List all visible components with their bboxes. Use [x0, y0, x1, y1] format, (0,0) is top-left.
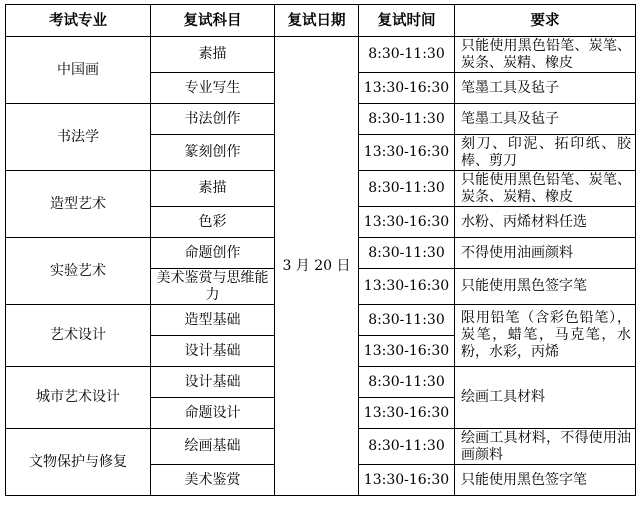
major-cell: 中国画 [6, 37, 151, 104]
header-major: 考试专业 [6, 5, 151, 37]
subject-cell: 篆刻创作 [151, 135, 275, 171]
major-cell: 书法学 [6, 104, 151, 171]
time-cell: 13:30-16:30 [359, 269, 455, 305]
header-time: 复试时间 [359, 5, 455, 37]
subject-cell: 命题创作 [151, 238, 275, 269]
time-cell: 13:30-16:30 [359, 465, 455, 496]
subject-cell: 色彩 [151, 207, 275, 238]
exam-schedule-table [5, 4, 636, 496]
time-cell: 8:30-11:30 [359, 238, 455, 269]
requirement-cell: 绘画工具材料，不得使用油画颜料 [455, 429, 636, 465]
major-cell: 艺术设计 [6, 305, 151, 367]
subject-cell: 美术鉴赏与思维能力 [151, 269, 275, 305]
time-cell: 8:30-11:30 [359, 104, 455, 135]
time-cell: 13:30-16:30 [359, 135, 455, 171]
time-cell: 8:30-11:30 [359, 171, 455, 207]
major-cell: 城市艺术设计 [6, 367, 151, 429]
requirement-cell: 笔墨工具及毡子 [455, 104, 636, 135]
major-cell: 文物保护与修复 [6, 429, 151, 496]
requirement-cell: 只能使用黑色铅笔、炭笔、炭条、炭精、橡皮 [455, 171, 636, 207]
requirement-cell: 笔墨工具及毡子 [455, 73, 636, 104]
requirement-cell: 不得使用油画颜料 [455, 238, 636, 269]
time-cell: 13:30-16:30 [359, 73, 455, 104]
time-cell: 8:30-11:30 [359, 37, 455, 73]
major-cell: 造型艺术 [6, 171, 151, 238]
subject-cell: 造型基础 [151, 305, 275, 336]
requirement-cell: 水粉、丙烯材料任选 [455, 207, 636, 238]
subject-cell: 绘画基础 [151, 429, 275, 465]
time-cell: 8:30-11:30 [359, 305, 455, 336]
time-cell: 13:30-16:30 [359, 398, 455, 429]
subject-cell: 素描 [151, 37, 275, 73]
header-subject: 复试科目 [151, 5, 275, 37]
requirement-cell: 刻刀、印泥、拓印纸、胶棒、剪刀 [455, 135, 636, 171]
requirement-cell: 限用铅笔（含彩色铅笔），炭笔，蜡笔，马克笔，水粉，水彩，丙烯 [455, 305, 636, 367]
major-cell: 实验艺术 [6, 238, 151, 305]
requirement-cell: 只能使用黑色铅笔、炭笔、炭条、炭精、橡皮 [455, 37, 636, 73]
time-cell: 8:30-11:30 [359, 429, 455, 465]
time-cell: 13:30-16:30 [359, 207, 455, 238]
subject-cell: 专业写生 [151, 73, 275, 104]
subject-cell: 书法创作 [151, 104, 275, 135]
subject-cell: 素描 [151, 171, 275, 207]
subject-cell: 设计基础 [151, 367, 275, 398]
header-requirement: 要求 [455, 5, 636, 37]
subject-cell: 命题设计 [151, 398, 275, 429]
header-row [6, 5, 636, 37]
requirement-cell: 绘画工具材料 [455, 367, 636, 429]
header-date: 复试日期 [275, 5, 359, 37]
time-cell: 13:30-16:30 [359, 336, 455, 367]
subject-cell: 设计基础 [151, 336, 275, 367]
requirement-cell: 只能使用黑色签字笔 [455, 465, 636, 496]
subject-cell: 美术鉴赏 [151, 465, 275, 496]
time-cell: 8:30-11:30 [359, 367, 455, 398]
date-cell: 3 月 20 日 [275, 37, 359, 496]
requirement-cell: 只能使用黑色签字笔 [455, 269, 636, 305]
table-row [6, 37, 636, 73]
